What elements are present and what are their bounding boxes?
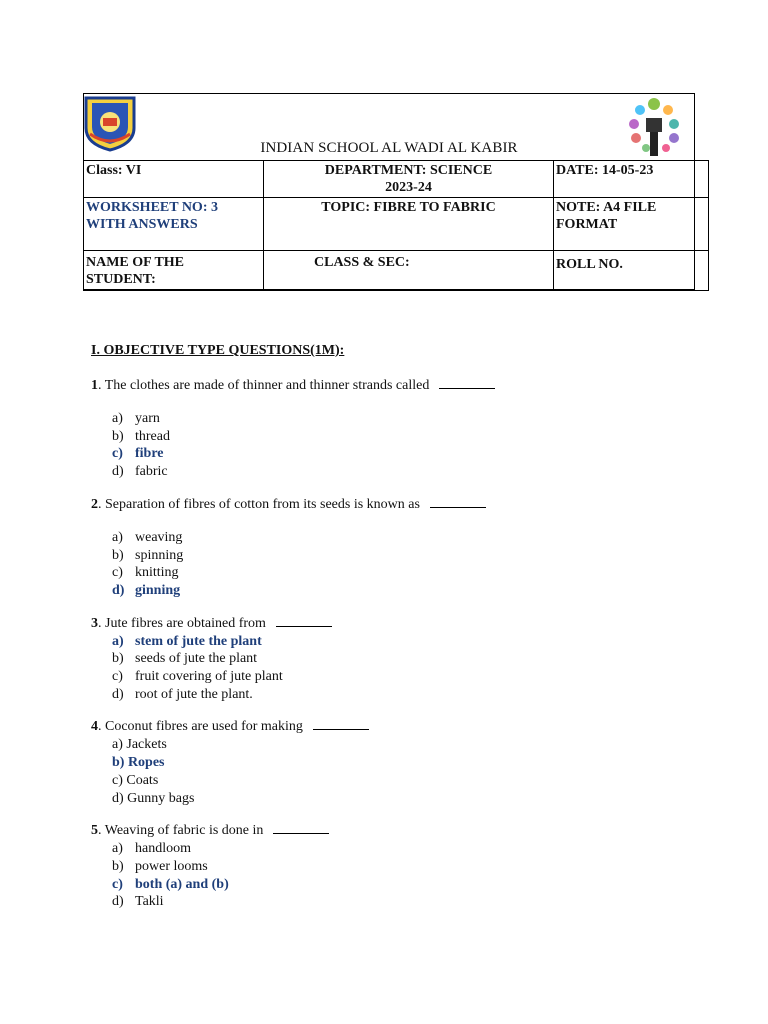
option-item <box>91 650 711 668</box>
option-text: a) Jackets <box>112 737 167 753</box>
option-letter: d) <box>112 582 125 598</box>
option-letter: c) <box>112 565 123 581</box>
correct-option <box>91 754 711 772</box>
answer-blank <box>439 376 495 389</box>
school-name: INDIAN SCHOOL AL WADI AL KABIR <box>260 140 518 156</box>
option-text: handloom <box>135 841 191 857</box>
note-line-1: NOTE: A4 FILE <box>556 200 657 215</box>
options-list <box>91 840 711 911</box>
question-text: . Weaving of fabric is done in <box>98 823 264 839</box>
option-item <box>91 410 711 428</box>
option-text: fruit covering of jute plant <box>135 669 283 685</box>
answer-blank <box>430 495 486 508</box>
question-number: 2 <box>91 496 98 512</box>
option-text: both (a) and (b) <box>135 876 229 892</box>
option-text: fibre <box>135 446 164 462</box>
worksheet-number: WORKSHEET NO: 3 <box>86 200 218 215</box>
question-number: 5 <box>91 823 98 839</box>
topic-cell: TOPIC: FIBRE TO FABRIC <box>264 198 554 251</box>
science-tree-icon <box>626 96 684 158</box>
options-list <box>91 736 711 807</box>
question-number: 1 <box>91 378 98 393</box>
answer-blank <box>273 821 329 834</box>
worksheet-cell <box>84 198 264 251</box>
option-letter: b) <box>112 858 124 874</box>
option-text: d) Gunny bags <box>112 790 195 806</box>
class-sec-label: CLASS & SEC: <box>314 255 410 270</box>
option-text: weaving <box>135 529 183 545</box>
option-text: b) Ropes <box>112 755 165 771</box>
option-letter: b) <box>112 547 124 563</box>
class-sec-cell <box>264 251 554 291</box>
option-item <box>91 529 711 547</box>
correct-option <box>91 876 711 894</box>
option-letter: a) <box>112 529 123 545</box>
header-row-2 <box>84 198 709 251</box>
option-item <box>91 893 711 911</box>
options-list <box>91 410 711 481</box>
option-text: spinning <box>135 547 184 563</box>
options-list <box>91 633 711 704</box>
header-table <box>83 160 709 291</box>
department-label: DEPARTMENT: SCIENCE <box>324 163 493 178</box>
option-item <box>91 840 711 858</box>
correct-option <box>91 633 711 651</box>
option-text: seeds of jute the plant <box>135 651 258 667</box>
worksheet-header <box>83 93 695 290</box>
option-letter: a) <box>112 411 123 426</box>
option-letter: c) <box>112 446 123 462</box>
option-item <box>91 463 711 481</box>
student-name-line-1: NAME OF THE <box>86 255 185 270</box>
option-letter: a) <box>112 633 124 649</box>
question-3 <box>91 614 711 633</box>
option-item <box>91 790 711 808</box>
option-item <box>91 736 711 754</box>
correct-option <box>91 445 711 463</box>
question-text: . Separation of fibres of cotton from its seeds is known as <box>98 496 420 512</box>
answer-blank <box>313 717 369 730</box>
option-letter: a) <box>112 841 123 857</box>
question-text: . Jute fibres are obtained from <box>98 615 266 631</box>
class-cell: Class: VI <box>84 161 264 198</box>
option-text: c) Coats <box>112 772 159 788</box>
roll-no-cell <box>554 251 709 291</box>
school-row <box>84 94 694 162</box>
department-cell <box>264 161 554 198</box>
year-label: 2023-24 <box>385 180 432 195</box>
option-text: stem of jute the plant <box>135 633 262 649</box>
question-5 <box>91 821 711 840</box>
header-row-3 <box>84 251 709 291</box>
question-number: 4 <box>91 719 98 735</box>
option-item <box>91 668 711 686</box>
student-name-line-2: STUDENT: <box>86 272 156 287</box>
header-row-1 <box>84 161 709 198</box>
option-item <box>91 772 711 790</box>
question-text: . Coconut fibres are used for making <box>98 719 303 735</box>
option-text: power looms <box>135 858 208 874</box>
option-text: fabric <box>135 464 168 480</box>
option-text: ginning <box>135 582 181 598</box>
question-number: 3 <box>91 615 98 631</box>
option-text: Takli <box>135 894 164 910</box>
option-letter: d) <box>112 686 124 702</box>
option-text: thread <box>135 428 170 444</box>
note-cell <box>554 198 709 251</box>
option-letter: b) <box>112 651 124 667</box>
answer-blank <box>276 614 332 627</box>
roll-no-label: ROLL NO. <box>556 257 623 272</box>
option-item <box>91 428 711 446</box>
option-item <box>91 564 711 582</box>
date-cell: DATE: 14-05-23 <box>554 161 709 198</box>
question-1 <box>91 376 711 395</box>
option-letter: c) <box>112 876 123 892</box>
correct-option <box>91 582 711 600</box>
student-name-cell <box>84 251 264 291</box>
option-item <box>91 547 711 565</box>
option-letter: d) <box>112 464 124 480</box>
note-line-2: FORMAT <box>556 217 618 232</box>
option-letter: c) <box>112 669 123 685</box>
option-item <box>91 858 711 876</box>
option-letter: d) <box>112 894 124 910</box>
question-2 <box>91 495 711 514</box>
worksheet-with-answers: WITH ANSWERS <box>86 217 198 232</box>
questions-section <box>91 343 711 925</box>
question-4 <box>91 717 711 736</box>
option-text: yarn <box>135 411 160 426</box>
option-letter: b) <box>112 428 124 444</box>
option-text: root of jute the plant. <box>135 686 253 702</box>
options-list <box>91 529 711 600</box>
question-list <box>91 376 711 911</box>
option-item <box>91 686 711 704</box>
section-title: I. OBJECTIVE TYPE QUESTIONS(1M): <box>91 343 345 358</box>
option-text: knitting <box>135 565 179 581</box>
question-text: . The clothes are made of thinner and thinner strands called <box>98 378 430 393</box>
